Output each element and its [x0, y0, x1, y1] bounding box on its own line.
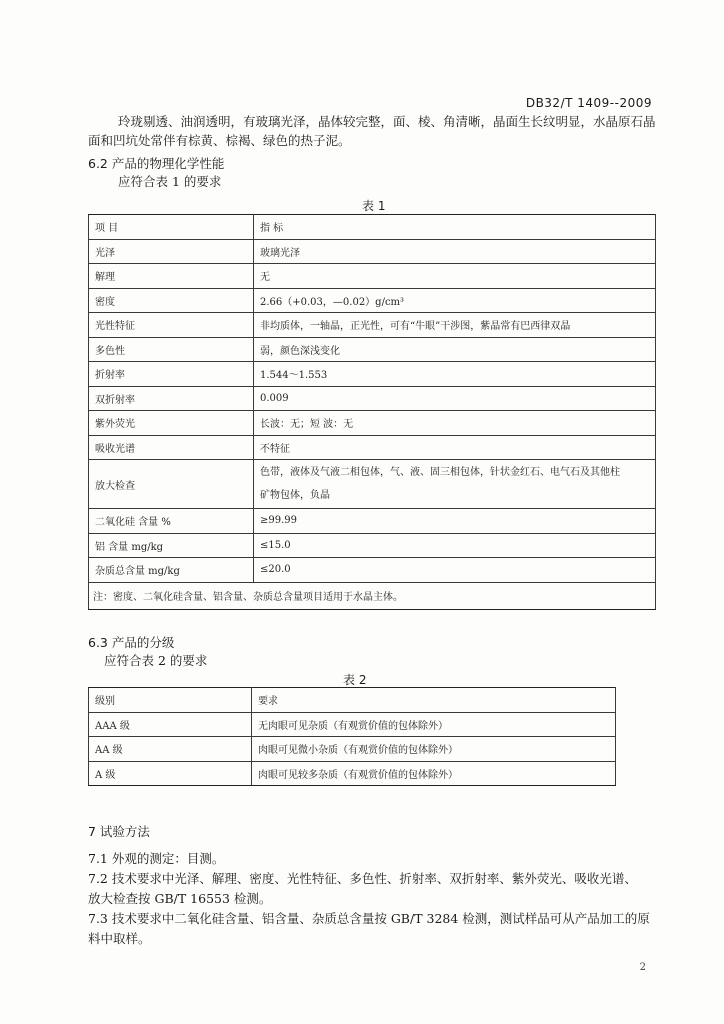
row-value: 0.009: [254, 386, 656, 411]
table-note-row: [89, 582, 656, 609]
row-value: 非均质体，一轴晶，正光性，可有“牛眼”干涉图，紫晶常有巴西律双晶: [254, 313, 656, 338]
row-label: 双折射率: [89, 386, 254, 411]
row-value: ≤20.0: [254, 558, 656, 583]
section-6-2-heading: 6.2 产品的物理化学性能: [88, 156, 225, 171]
row-value: 2.66（+0.03，—0.02）g/cm³: [254, 288, 656, 313]
row-label: 铝 含量 mg/kg: [89, 533, 254, 558]
table-header-row: [89, 215, 656, 240]
intro-line-1: 玲珑剔透、油润透明，有玻璃光泽，晶体较完整，面、棱、角清晰，晶面生长纹明显，水晶原石晶: [118, 114, 656, 129]
table-row: [89, 509, 656, 534]
property-table: [88, 214, 656, 610]
row-label: 放大检查: [89, 460, 254, 509]
table-row: [89, 264, 656, 289]
table-row: [89, 362, 656, 387]
row-value: 弱，颜色深浅变化: [254, 337, 656, 362]
row-value: ≥99.99: [254, 509, 656, 534]
row-label: 折射率: [89, 362, 254, 387]
table-row: [89, 712, 616, 737]
header-cell: 级别: [89, 688, 252, 713]
table-row: [89, 288, 656, 313]
intro-line-2: 面和凹坑处常伴有棕黄、棕褐、绿色的热子泥。: [88, 133, 351, 148]
section-6-2-text: 应符合表 1 的要求: [118, 174, 222, 189]
header-cell: 要求: [252, 688, 616, 713]
grade-requirement: 肉眼可见微小杂质（有观赏价值的包体除外）: [252, 737, 616, 762]
row-value: 长波：无；短 波：无: [254, 411, 656, 436]
table2-caption: 表 2: [343, 673, 367, 687]
row-value: 无: [254, 264, 656, 289]
section-7-heading: 7 试验方法: [88, 824, 150, 839]
section-7-1: 7.1 外观的测定：目测。: [88, 851, 225, 866]
table-row: [89, 435, 656, 460]
section-7-3-line-2: 料中取样。: [88, 931, 151, 946]
grading-table: [88, 687, 616, 786]
row-label: 多色性: [89, 337, 254, 362]
row-value: [254, 460, 656, 509]
table1-caption: 表 1: [362, 199, 386, 213]
table-row: [89, 386, 656, 411]
row-value: ≤15.0: [254, 533, 656, 558]
row-label: 密度: [89, 288, 254, 313]
grade-label: AAA 级: [89, 712, 252, 737]
table-note: 注：密度、二氧化硅含量、铝含量、杂质总含量项目适用于水晶主体。: [89, 582, 656, 609]
magnify-line-2: 矿物包体，负晶: [260, 490, 330, 501]
header-cell: 指 标: [254, 215, 656, 240]
row-label: 解理: [89, 264, 254, 289]
section-7-2-line-1: 7.2 技术要求中光泽、解理、密度、光性特征、多色性、折射率、双折射率、紫外荧光、吸收光谱、: [88, 871, 637, 886]
row-value: 1.544～1.553: [254, 362, 656, 387]
table-row: [89, 558, 656, 583]
table-row: [89, 239, 656, 264]
row-value: 不特征: [254, 435, 656, 460]
table-header-row: [89, 688, 616, 713]
row-label: 吸收光谱: [89, 435, 254, 460]
section-6-3-text: 应符合表 2 的要求: [104, 653, 208, 668]
table-row: [89, 411, 656, 436]
grade-label: AA 级: [89, 737, 252, 762]
row-label: 杂质总含量 mg/kg: [89, 558, 254, 583]
section-7-2-line-2: 放大检查按 GB/T 16553 检测。: [88, 891, 272, 906]
table-row: [89, 313, 656, 338]
grade-requirement: 肉眼可见较多杂质（有观赏价值的包体除外）: [252, 761, 616, 786]
page-number: 2: [639, 962, 646, 973]
section-6-3-heading: 6.3 产品的分级: [88, 635, 175, 650]
row-value: 玻璃光泽: [254, 239, 656, 264]
table-row: [89, 533, 656, 558]
standard-code: DB32/T 1409--2009: [525, 96, 652, 110]
section-7-3-line-1: 7.3 技术要求中二氧化硅含量、铝含量、杂质总含量按 GB/T 3284 检测，测试样品可从产品加工的原: [88, 911, 650, 926]
row-label: 光泽: [89, 239, 254, 264]
row-label: 紫外荧光: [89, 411, 254, 436]
table-row: [89, 337, 656, 362]
grade-label: A 级: [89, 761, 252, 786]
grade-requirement: 无肉眼可见杂质（有观赏价值的包体除外）: [252, 712, 616, 737]
header-cell: 项 目: [89, 215, 254, 240]
row-label: 二氧化硅 含量 %: [89, 509, 254, 534]
table-row: [89, 737, 616, 762]
table-row: [89, 460, 656, 509]
row-label: 光性特征: [89, 313, 254, 338]
magnify-line-1: 色带，液体及气液二相包体，气、液、固三相包体，针状金红石、电气石及其他柱: [260, 467, 620, 478]
table-row: [89, 761, 616, 786]
